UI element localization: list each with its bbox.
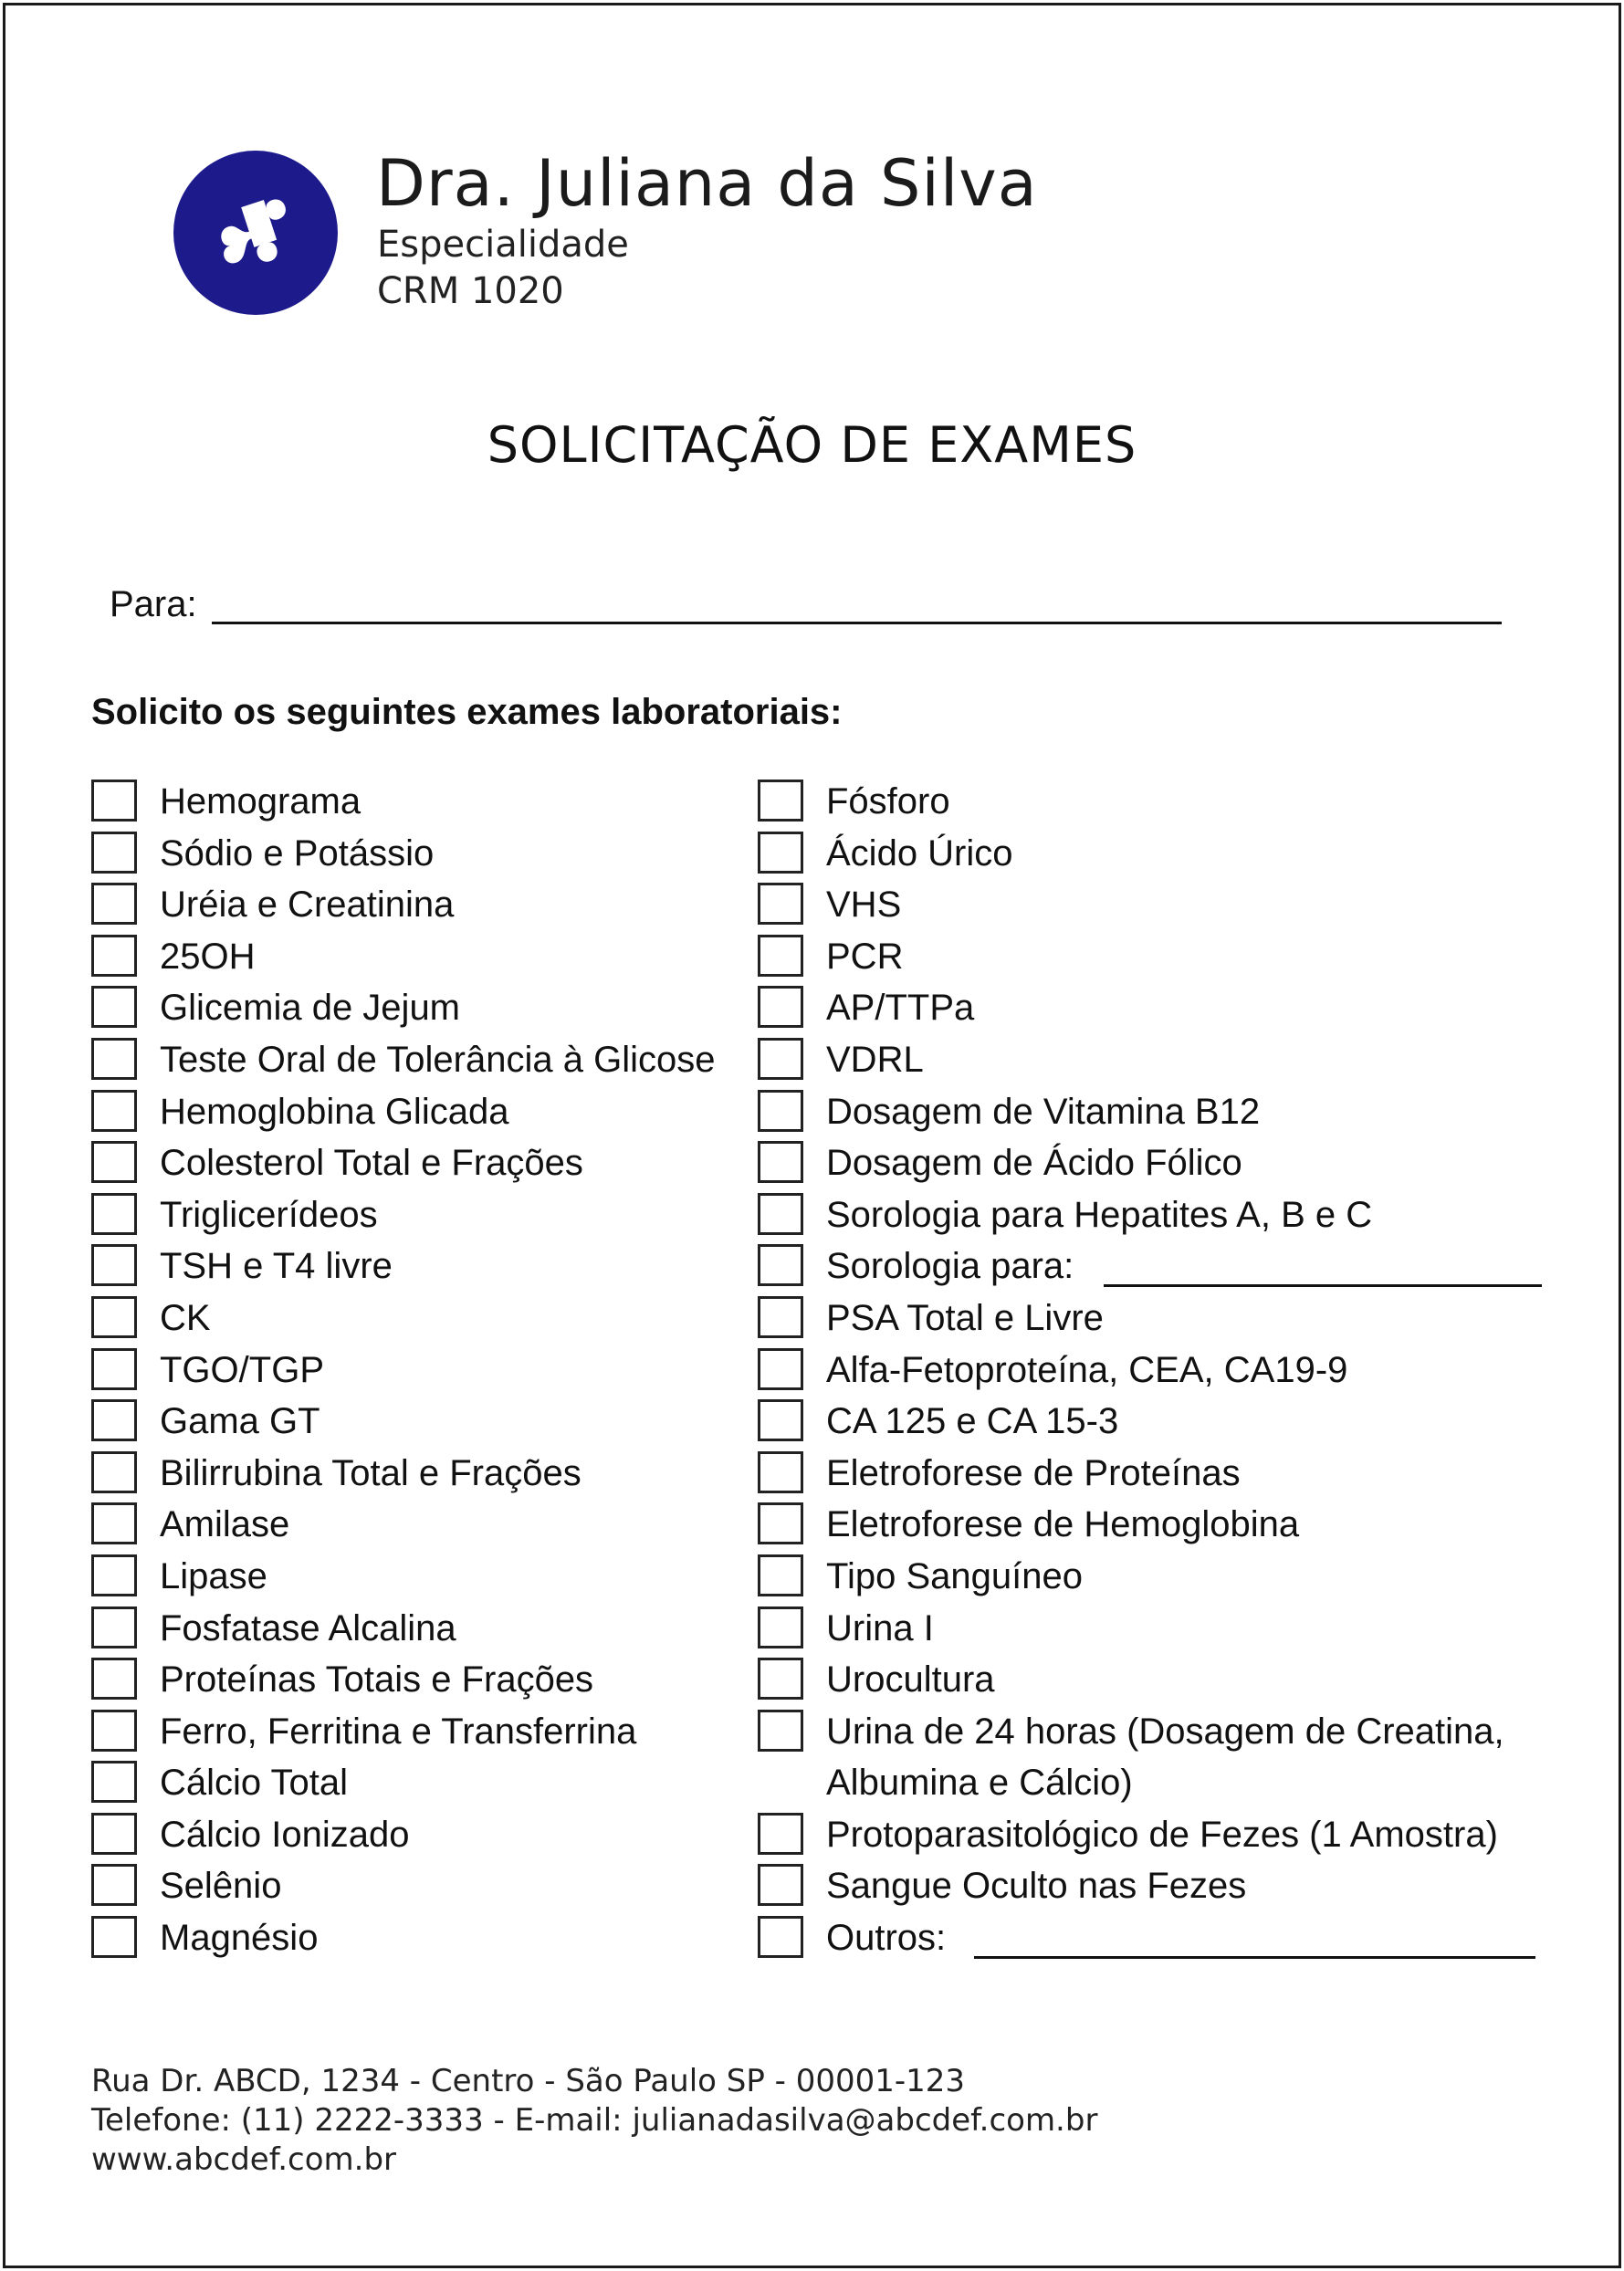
exam-label: Colesterol Total e Frações (160, 1143, 583, 1184)
exam-label: Cálcio Ionizado (160, 1814, 410, 1855)
doctor-crm: CRM 1020 (377, 270, 564, 312)
exam-checkbox[interactable] (91, 1606, 137, 1648)
exam-checkbox[interactable] (91, 1554, 137, 1596)
exam-label: Eletroforese de Hemoglobina (826, 1504, 1300, 1545)
exam-checkbox[interactable] (91, 986, 137, 1028)
exam-checkbox[interactable] (758, 986, 803, 1028)
exams-intro: Solicito os seguintes exames laboratoriais: (91, 692, 843, 732)
exam-label: Urocultura (826, 1659, 995, 1701)
exam-checkbox[interactable] (91, 1399, 137, 1441)
exam-label: VHS (826, 884, 902, 926)
exam-label: AP/TTPa (826, 988, 975, 1029)
exam-checkbox[interactable] (758, 1348, 803, 1390)
exam-label: Glicemia de Jejum (160, 988, 461, 1029)
form-title: SOLICITAÇÃO DE EXAMES (487, 416, 1137, 474)
exam-checkbox[interactable] (91, 1038, 137, 1080)
recipient-field[interactable] (212, 622, 1502, 624)
exam-checkbox[interactable] (758, 1813, 803, 1855)
exam-checkbox[interactable] (758, 935, 803, 977)
exam-label: TGO/TGP (160, 1349, 324, 1390)
exam-label: Alfa-Fetoproteína, CEA, CA19-9 (826, 1349, 1348, 1390)
exam-label: Teste Oral de Tolerância à Glicose (160, 1039, 716, 1080)
exam-checkbox[interactable] (758, 780, 803, 822)
exam-label: Hemograma (160, 781, 361, 822)
exam-label: Hemoglobina Glicada (160, 1091, 509, 1132)
doctor-specialty: Especialidade (377, 224, 629, 266)
exam-label: TSH e T4 livre (160, 1246, 393, 1287)
exam-label: Dosagem de Ácido Fólico (826, 1143, 1242, 1184)
exam-checkbox[interactable] (91, 883, 137, 925)
exam-checkbox[interactable] (758, 832, 803, 874)
exam-checkbox[interactable] (91, 1502, 137, 1544)
exam-label: VDRL (826, 1039, 924, 1080)
exam-checkbox[interactable] (91, 1193, 137, 1235)
exam-checkbox[interactable] (91, 935, 137, 977)
exam-label: Proteínas Totais e Frações (160, 1659, 594, 1701)
exam-label: CA 125 e CA 15-3 (826, 1401, 1119, 1442)
exam-label: PCR (826, 936, 904, 977)
exam-label: Fósforo (826, 781, 950, 822)
exam-checkbox[interactable] (758, 1916, 803, 1958)
exam-checkbox[interactable] (758, 1244, 803, 1286)
exam-label: Magnésio (160, 1918, 319, 1959)
exam-checkbox[interactable] (91, 780, 137, 822)
exam-checkbox[interactable] (91, 1141, 137, 1183)
exam-checkbox[interactable] (758, 1141, 803, 1183)
exam-checkbox[interactable] (91, 1348, 137, 1390)
exam-checkbox[interactable] (91, 832, 137, 874)
exam-checkbox[interactable] (758, 1864, 803, 1906)
exam-checkbox[interactable] (758, 1502, 803, 1544)
footer-address: Rua Dr. ABCD, 1234 - Centro - São Paulo SP - 00001-123 (91, 2063, 966, 2099)
exam-checkbox[interactable] (91, 1761, 137, 1803)
exam-checkbox[interactable] (91, 1658, 137, 1700)
exam-label: Uréia e Creatinina (160, 884, 455, 926)
puzzle-piece-icon (173, 151, 338, 315)
exam-checkbox[interactable] (91, 1813, 137, 1855)
exam-label: Urina I (826, 1607, 934, 1648)
exam-checkbox[interactable] (758, 1090, 803, 1132)
exam-label: Sorologia para Hepatites A, B e C (826, 1194, 1373, 1235)
exam-checkbox[interactable] (758, 1038, 803, 1080)
exam-label: Lipase (160, 1555, 267, 1596)
exam-label: Tipo Sanguíneo (826, 1555, 1083, 1596)
exam-label: Eletroforese de Proteínas (826, 1452, 1241, 1493)
others-field[interactable] (974, 1929, 1535, 1959)
serology-field[interactable] (1104, 1257, 1542, 1287)
exam-label: Protoparasitológico de Fezes (1 Amostra) (826, 1814, 1498, 1855)
exam-label: PSA Total e Livre (826, 1297, 1104, 1338)
exam-label: Bilirrubina Total e Frações (160, 1452, 581, 1493)
exam-checkbox[interactable] (91, 1710, 137, 1752)
exam-label: Triglicerídeos (160, 1194, 378, 1235)
exam-label: Dosagem de Vitamina B12 (826, 1091, 1261, 1132)
exam-label: Ácido Úrico (826, 832, 1013, 874)
exam-label: Gama GT (160, 1401, 320, 1442)
exam-label: Sangue Oculto nas Fezes (826, 1866, 1247, 1907)
exam-checkbox[interactable] (758, 1193, 803, 1235)
exam-checkbox[interactable] (758, 1710, 803, 1752)
exam-label: CK (160, 1297, 211, 1338)
exam-label: Outros: (826, 1918, 947, 1959)
exam-checkbox[interactable] (91, 1451, 137, 1493)
exam-label: Sorologia para: (826, 1246, 1074, 1287)
exam-checkbox[interactable] (758, 1606, 803, 1648)
exam-checkbox[interactable] (758, 883, 803, 925)
exam-checkbox[interactable] (91, 1296, 137, 1338)
exam-checkbox[interactable] (91, 1916, 137, 1958)
exam-label: Amilase (160, 1504, 290, 1545)
exam-label: 25OH (160, 936, 256, 977)
footer-contact: Telefone: (11) 2222-3333 - E-mail: julianadasilva@abcdef.com.br (91, 2102, 1098, 2139)
exam-label: Cálcio Total (160, 1763, 349, 1804)
footer-website: www.abcdef.com.br (91, 2141, 397, 2178)
exam-checkbox[interactable] (91, 1090, 137, 1132)
exam-checkbox[interactable] (758, 1399, 803, 1441)
exam-checkbox[interactable] (758, 1296, 803, 1338)
exam-label: Fosfatase Alcalina (160, 1607, 456, 1648)
exam-checkbox[interactable] (758, 1658, 803, 1700)
doctor-name: Dra. Juliana da Silva (376, 146, 1038, 221)
exam-checkbox[interactable] (91, 1244, 137, 1286)
exam-label: Selênio (160, 1866, 282, 1907)
exam-checkbox[interactable] (758, 1554, 803, 1596)
exam-checkbox[interactable] (758, 1451, 803, 1493)
exam-label: Sódio e Potássio (160, 832, 435, 874)
exam-label: Ferro, Ferritina e Transferrina (160, 1711, 637, 1752)
recipient-label: Para: (110, 584, 197, 624)
exam-checkbox[interactable] (91, 1864, 137, 1906)
exam-label: Urina de 24 horas (Dosagem de Creatina, Albumina e Cálcio) (826, 1711, 1504, 1804)
